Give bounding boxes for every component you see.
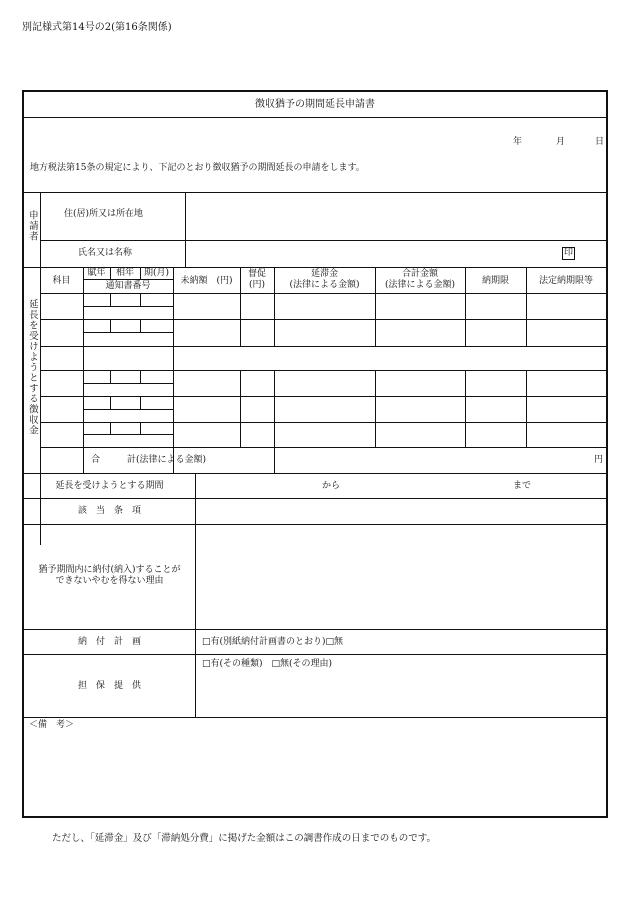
payment-plan-label: 納 付 計 画 (77, 637, 141, 647)
footnote: ただし、「延滞金」及び「滞納処分費」に掲げた金額はこの調書作成の日までのものです。 (52, 833, 436, 844)
period-to: まで (513, 481, 532, 491)
application-form (22, 90, 608, 818)
col-late-fee: 延滞金 (法律による金額) (289, 269, 360, 291)
collateral-label: 担 保 提 供 (77, 681, 141, 691)
date-day: 日 (595, 137, 605, 147)
total-unit: 円 (594, 455, 604, 465)
payment-plan-options[interactable]: □有(別紙納付計画書のとおり)□無 (202, 637, 344, 647)
col-notice-number: 通知書番号 (105, 281, 151, 291)
date-year: 年 (513, 137, 523, 147)
seal-mark: 印 (562, 247, 575, 260)
form-number: 別記様式第14号の2(第16条関係) (22, 22, 172, 33)
form-title: 徴収猶予の期間延長申請書 (255, 99, 375, 110)
col-year-relevant: 相年 (115, 268, 134, 278)
address-label: 住(居)所又は所在地 (64, 209, 144, 219)
date-month: 月 (556, 137, 566, 147)
collateral-options[interactable]: □有(その種類) □無(その理由) (202, 659, 333, 669)
reason-label: 猶予期間内に納付(納入)することが できないやむを得ない理由 (38, 565, 181, 587)
tax-section-label: 延長を受けようとする徴収金 (26, 299, 38, 436)
col-due-date: 納期限 (481, 276, 509, 286)
remarks-label: ＜備 考＞ (29, 720, 75, 730)
intro-text: 地方税法第15条の規定により、下記のとおり徴収猶予の期間延長の申請をします。 (30, 163, 365, 173)
col-subject: 科目 (52, 276, 71, 286)
total-label: 合 計(法律による金額) (91, 455, 207, 465)
col-unpaid: 未納額 (円) (180, 276, 233, 286)
col-demand-fee: 督促 (円) (247, 269, 266, 291)
applicant-section-label: 申請者 (26, 210, 38, 242)
col-total: 合計金額 (法律による金額) (384, 269, 456, 291)
period-from: から (322, 481, 341, 491)
col-period: 期(月) (143, 268, 170, 278)
extension-period-label: 延長を受けようとする期間 (55, 481, 164, 491)
applicable-clause-label: 該 当 条 項 (77, 506, 141, 516)
name-label: 氏名又は名称 (78, 248, 133, 258)
col-year-assessment: 賦年 (87, 268, 106, 278)
col-legal-due: 法定納期限等 (538, 276, 593, 286)
